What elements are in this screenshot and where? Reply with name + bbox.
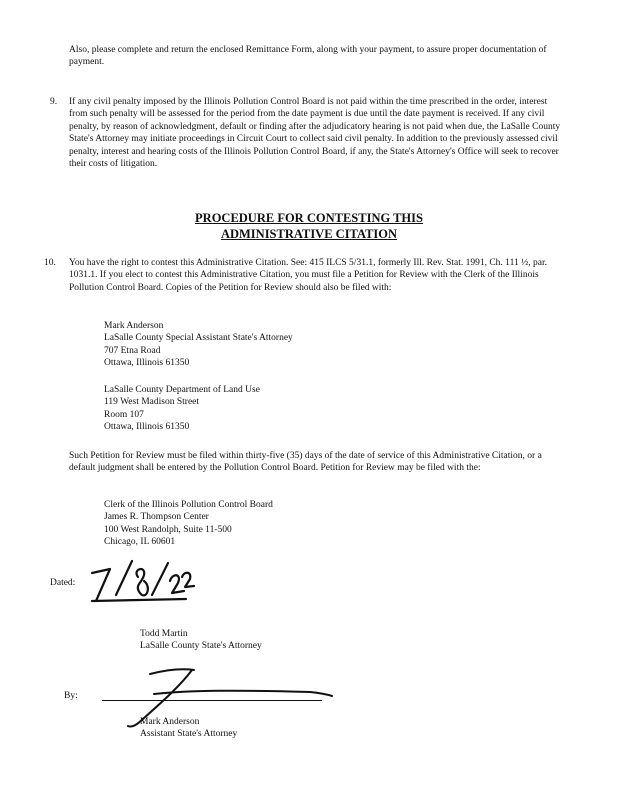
signatory-name: Mark Anderson (140, 717, 200, 727)
address-line: 707 Etna Road (104, 345, 161, 356)
address-line: Room 107 (104, 409, 144, 420)
address-line: Mark Anderson (104, 321, 164, 331)
signatory-title: Assistant State's Attorney (140, 729, 238, 740)
address-line: James R. Thompson Center (104, 512, 209, 523)
intro-paragraph: Also, please complete and return the enclosed Remittance Form, along with your payment, to assure proper documentation of payment. (69, 45, 547, 68)
section-heading-line-2: ADMINISTRATIVE CITATION (220, 227, 398, 241)
dated-label: Dated: (50, 578, 76, 588)
item-9-text: If any civil penalty imposed by the Illinois Pollution Control Board is not paid within the time prescribed in the order, interest from such penalty will be assessed for the period from the date payment is due until the date payment is received. If any civil penalty, by reason of acknowledgment, default or finding after the adjudicatory hearing is not paid when due, the LaSalle County State's Attorney may initiate proceedings in Circuit Court to collect said civil penalty. In addition to the previously assessed civil penalty, interest and hearing costs of the Illinois Pollution Control Board, if any, the State's Attorney's Office will seek to recover their costs of litigation. (69, 97, 561, 170)
signatory-block-assistant (140, 716, 237, 741)
address-line: 100 West Randolph, Suite 11-500 (104, 524, 232, 535)
handwritten-date-7-8-22 (86, 555, 196, 605)
address-line: Clerk of the Illinois Pollution Control Board (104, 500, 273, 510)
signatory-title: LaSalle County State's Attorney (140, 641, 262, 652)
item-9-number: 9. (50, 97, 58, 107)
address-line: 119 West Madison Street (104, 397, 200, 408)
address-line: Ottawa, Illinois 61350 (104, 358, 190, 369)
address-line: LaSalle County Department of Land Use (104, 385, 260, 395)
by-label: By: (64, 691, 78, 701)
address-block-land-use (104, 384, 260, 434)
address-line: Chicago, IL 60601 (104, 537, 176, 548)
address-block-pollution-board (104, 499, 273, 549)
signatory-name: Todd Martin (140, 629, 188, 639)
filing-paragraph: Such Petition for Review must be filed within thirty-five (35) days of the date of service of this Administrative Citation, or a default judgment shall be entered by the Pollution Control Board. Petition for Review may be filed with the: (69, 451, 542, 474)
section-heading-line-1: PROCEDURE FOR CONTESTING THIS (195, 211, 423, 225)
item-10-number: 10. (44, 258, 56, 268)
item-10-text: You have the right to contest this Administrative Citation. See: 415 ILCS 5/31.1, formerly Ill. Rev. Stat. 1991, Ch. 111 ½, par. 1031.1. If you elect to contest this Administrative Citation, you must file a Petition for Review with the Clerk of the Illinois Pollution Control Board. Copies of the Petition for Review should also be filed with: (69, 258, 547, 293)
address-block-mark-anderson (104, 320, 293, 370)
signatory-block-state-attorney (140, 628, 262, 653)
address-line: Ottawa, Illinois 61350 (104, 422, 190, 433)
address-line: LaSalle County Special Assistant State's Attorney (104, 333, 293, 344)
